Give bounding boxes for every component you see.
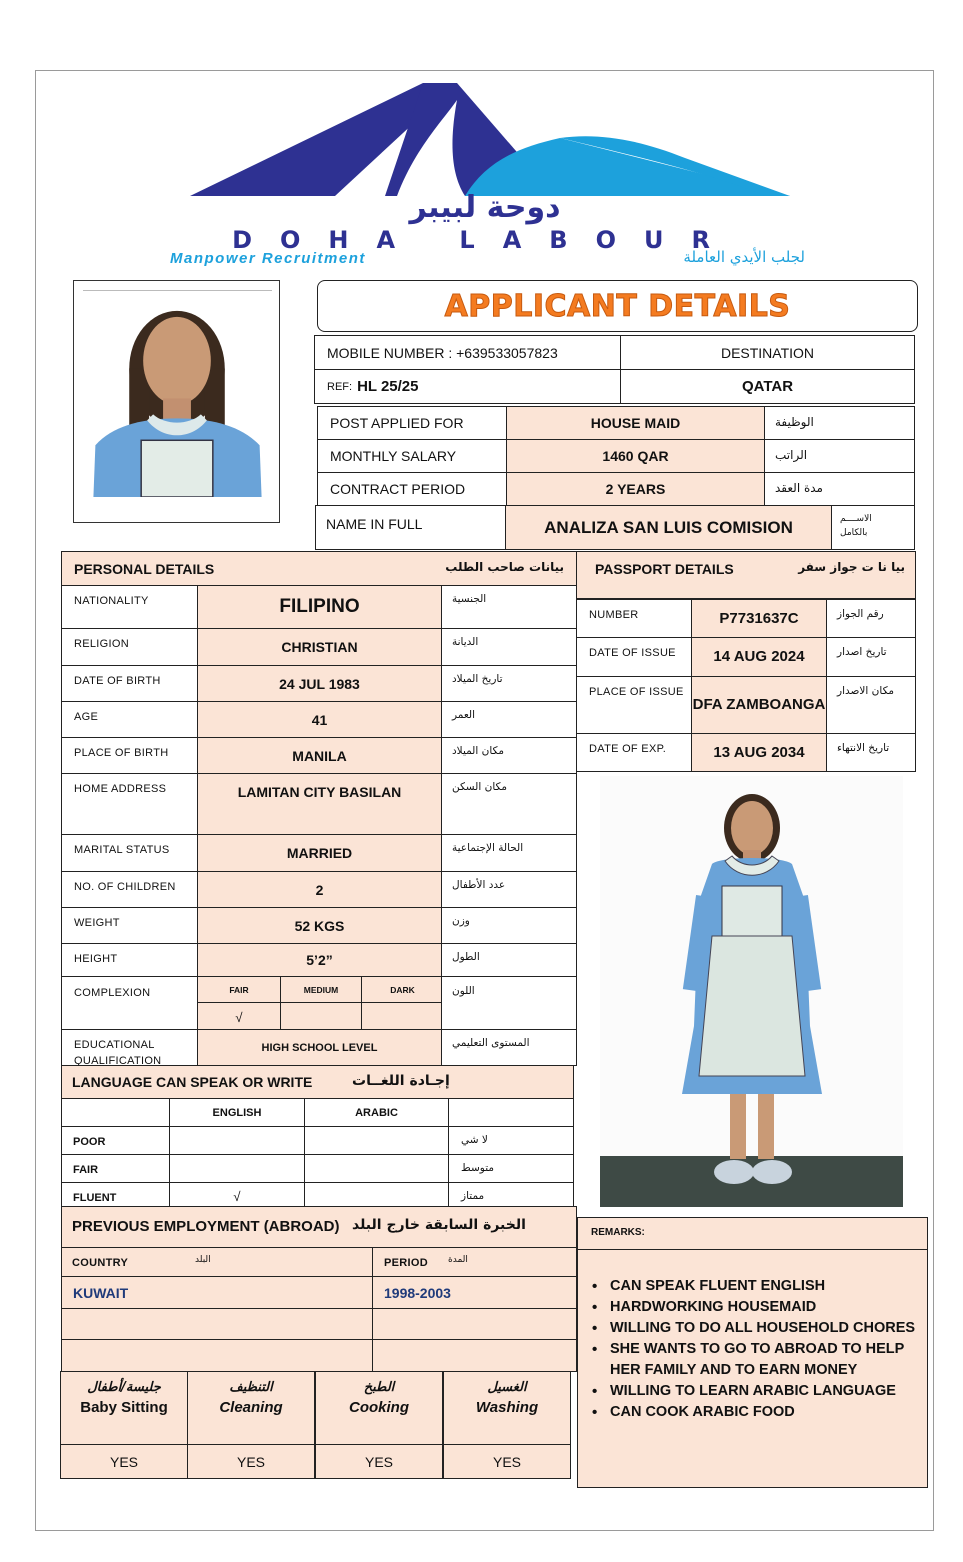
personal-label: HEIGHT (74, 953, 118, 965)
destination-value-cell (620, 369, 915, 404)
skill-ar: التنظيف (229, 1380, 273, 1395)
skill-en: Baby Sitting (80, 1399, 168, 1416)
passport-value-cell (691, 637, 827, 677)
personal-value: LAMITAN CITY BASILAN (237, 784, 402, 800)
passport-ar: رقم الجواز (837, 608, 884, 620)
skill-value-cell (443, 1444, 571, 1479)
language-col-arabic (304, 1098, 449, 1127)
employment-header-ar: الخبرة السابقة خارج البلد (352, 1217, 526, 1233)
personal-label-cell (61, 871, 198, 908)
remarks-body (577, 1249, 928, 1488)
logo-tagline-en: Manpower Recruitment (170, 250, 366, 267)
skill-ar: الطبخ (363, 1380, 395, 1395)
personal-label-cell (61, 628, 198, 666)
personal-ar-cell (441, 585, 577, 629)
personal-label-cell (61, 665, 198, 702)
employment-country-cell (61, 1339, 373, 1372)
passport-label-cell (576, 676, 692, 734)
personal-value-cell (197, 737, 442, 774)
destination-value: QATAR (741, 378, 794, 395)
personal-ar: عدد الأطفال (452, 879, 506, 891)
remarks-item: • WILLING TO LEARN ARABIC LANGUAGE (586, 1381, 921, 1402)
complexion-ar-cell (441, 976, 577, 1030)
ref-cell (314, 369, 621, 404)
skill-value: YES (492, 1453, 521, 1470)
personal-value: 2 (315, 881, 324, 898)
language-arabic-cell (304, 1126, 449, 1155)
remarks-label: REMARKS: (591, 1227, 645, 1238)
complexion-dark-label: DARK (390, 984, 415, 995)
personal-ar-cell (441, 907, 577, 944)
personal-ar-cell (441, 628, 577, 666)
post-label-cell (317, 406, 507, 440)
personal-ar: العمر (452, 709, 476, 721)
skill-en: Washing (475, 1399, 539, 1416)
mobile-number-cell (314, 335, 621, 370)
complexion-medium-header (281, 977, 362, 1003)
page-title: APPLICANT DETAILS (444, 288, 791, 324)
passport-ar-cell (826, 637, 916, 677)
personal-ar: الحالة الإجتماعية (452, 842, 524, 854)
skill-cell (443, 1371, 571, 1445)
passport-label-cell (576, 637, 692, 677)
personal-ar-cell (441, 834, 577, 872)
contract-label: CONTRACT PERIOD (330, 481, 466, 497)
personal-value-cell (197, 665, 442, 702)
logo-arabic-name: دوحة لبيبر (409, 190, 561, 225)
personal-label-cell (61, 943, 198, 977)
remarks-list (586, 1276, 921, 1423)
employment-country-header (61, 1247, 373, 1277)
complexion-medium-mark (281, 1003, 362, 1030)
passport-ar: تاريخ الانتهاء (837, 742, 890, 754)
personal-ar: مكان الميلاد (452, 745, 504, 757)
ref-label: REF: (327, 380, 353, 393)
post-value: HOUSE MAID (590, 415, 681, 431)
employment-country-ar: البلد (195, 1255, 211, 1265)
remarks-item: • WILLING TO DO ALL HOUSEHOLD CHORES (586, 1318, 921, 1339)
salary-label: MONTHLY SALARY (330, 448, 457, 464)
contract-value-cell (506, 472, 765, 506)
language-col-english (169, 1098, 305, 1127)
name-ar-cell (831, 505, 915, 550)
personal-value-cell (197, 701, 442, 738)
personal-value-cell (197, 871, 442, 908)
education-value: HIGH SCHOOL LEVEL (261, 1041, 378, 1054)
skill-value: YES (364, 1453, 393, 1470)
remarks-item: • CAN COOK ARABIC FOOD (586, 1402, 921, 1423)
personal-header-label: PERSONAL DETAILS (74, 561, 215, 577)
language-ar: لا شي (461, 1134, 488, 1146)
employment-period-cell (372, 1308, 577, 1341)
complexion-ar: اللون (452, 985, 475, 997)
personal-value-cell (197, 907, 442, 944)
personal-label: RELIGION (74, 638, 129, 650)
personal-label: PLACE OF BIRTH (74, 747, 169, 759)
language-header (61, 1065, 574, 1099)
personal-value-cell (197, 628, 442, 666)
personal-ar-cell (441, 943, 577, 977)
language-arabic-header: ARABIC (355, 1106, 398, 1119)
passport-ar: مكان الاصدار (837, 685, 894, 697)
applicant-portrait-photo (83, 290, 272, 497)
language-english-cell (169, 1154, 305, 1183)
language-english-header: ENGLISH (212, 1106, 262, 1119)
education-label: EDUCATIONAL QUALIFICATION (74, 1039, 162, 1066)
passport-label-cell (576, 733, 692, 772)
personal-label: AGE (74, 711, 99, 723)
language-ar: ممتاز (461, 1190, 485, 1202)
language-ar: متوسط (461, 1162, 494, 1174)
contract-value: 2 YEARS (605, 481, 666, 497)
language-ar-cell (448, 1126, 574, 1155)
employment-period-label: PERIOD (384, 1257, 428, 1269)
applicant-photo-frame (73, 280, 280, 523)
personal-value: CHRISTIAN (281, 639, 358, 655)
passport-ar-cell (826, 599, 916, 638)
language-col-ar-blank (448, 1098, 574, 1127)
language-header-label: LANGUAGE CAN SPEAK OR WRITE (72, 1074, 313, 1090)
complexion-label-cell (61, 976, 198, 1030)
passport-value-cell (691, 733, 827, 772)
language-level-label: POOR (73, 1136, 106, 1148)
education-label-cell (61, 1029, 198, 1066)
skill-value: YES (109, 1453, 138, 1470)
language-header-ar: إجـادة اللغــات (352, 1073, 450, 1089)
salary-label-cell (317, 439, 507, 473)
complexion-dark-mark (362, 1003, 442, 1030)
company-logo (165, 78, 805, 268)
name-value-cell (505, 505, 832, 550)
page-title-box (317, 280, 918, 332)
remarks-header (577, 1217, 928, 1250)
language-level-cell (61, 1126, 170, 1155)
education-value-cell (197, 1029, 442, 1066)
employment-period: 1998-2003 (384, 1285, 451, 1301)
logo-sail-icon (165, 78, 805, 208)
personal-label: WEIGHT (74, 917, 120, 929)
personal-ar-cell (441, 665, 577, 702)
personal-value: 52 KGS (294, 917, 345, 934)
name-ar-1: الاســــم (840, 514, 872, 524)
personal-value: FILIPINO (279, 596, 360, 617)
personal-value-cell (197, 773, 442, 835)
language-level-cell (61, 1154, 170, 1183)
personal-ar-cell (441, 773, 577, 835)
personal-label: DATE OF BIRTH (74, 675, 161, 687)
personal-label-cell (61, 585, 198, 629)
passport-ar-cell (826, 733, 916, 772)
skill-cell (315, 1371, 443, 1445)
salary-ar: الراتب (775, 448, 808, 462)
contract-label-cell (317, 472, 507, 506)
passport-value-cell (691, 676, 827, 734)
personal-label: NATIONALITY (74, 595, 149, 607)
skill-cell (60, 1371, 188, 1445)
personal-value: MANILA (292, 747, 347, 764)
employment-header-label: PREVIOUS EMPLOYMENT (ABROAD) (72, 1218, 340, 1235)
remarks-item: • CAN SPEAK FLUENT ENGLISH (586, 1276, 921, 1297)
language-level-label: FLUENT (73, 1192, 117, 1204)
logo-english-name: DOHA LABOUR (232, 226, 738, 254)
personal-ar: الجنسية (452, 593, 487, 605)
personal-label: MARITAL STATUS (74, 844, 170, 856)
personal-label-cell (61, 907, 198, 944)
complexion-fair-header (198, 977, 281, 1003)
personal-ar: الديانة (452, 636, 479, 648)
passport-header-ar: بيا نا ت جواز سفر (798, 560, 905, 574)
skill-ar: الغسيل (487, 1380, 527, 1395)
personal-ar-cell (441, 701, 577, 738)
passport-header-label: PASSPORT DETAILS (595, 561, 734, 577)
name-label: NAME IN FULL (326, 516, 423, 532)
employment-country-cell (61, 1308, 373, 1341)
employment-period-cell (372, 1339, 577, 1372)
employment-country-cell (61, 1276, 373, 1309)
personal-value-cell (197, 585, 442, 629)
complexion-dark-header (362, 977, 442, 1003)
skill-en: Cleaning (219, 1399, 283, 1416)
personal-label-cell (61, 701, 198, 738)
complexion-fair-label: FAIR (229, 984, 249, 995)
personal-label: NO. OF CHILDREN (74, 881, 176, 893)
employment-country-label: COUNTRY (72, 1257, 129, 1269)
personal-ar-cell (441, 871, 577, 908)
passport-label: DATE OF EXP. (589, 743, 667, 755)
contract-ar: مدة العقد (775, 481, 823, 495)
passport-ar-cell (826, 676, 916, 734)
salary-value-cell (506, 439, 765, 473)
language-ar-cell (448, 1154, 574, 1183)
education-ar-cell (441, 1029, 577, 1066)
education-ar: المستوى التعليمي (452, 1037, 530, 1049)
passport-label: DATE OF ISSUE (589, 647, 676, 659)
name-ar-2: بالكامل (840, 528, 868, 538)
salary-value: 1460 QAR (602, 448, 669, 464)
skill-value-cell (187, 1444, 315, 1479)
remarks-item: • SHE WANTS TO GO TO ABROAD TO HELP HER FAMILY AND TO EARN MONEY (586, 1339, 921, 1381)
personal-label: HOME ADDRESS (74, 783, 167, 795)
contract-ar-cell (764, 472, 915, 506)
personal-label-cell (61, 773, 198, 835)
passport-value: 14 AUG 2024 (713, 648, 805, 665)
passport-label-cell (576, 599, 692, 638)
personal-label-cell (61, 737, 198, 774)
language-col-blank (61, 1098, 170, 1127)
passport-value: P7731637C (719, 609, 799, 627)
passport-ar: تاريخ اصدار (837, 646, 887, 658)
passport-value: DFA ZAMBOANGA (692, 696, 826, 713)
post-label: POST APPLIED FOR (330, 415, 464, 431)
passport-header (576, 551, 916, 599)
passport-label: PLACE OF ISSUE (589, 686, 684, 698)
post-ar-cell (764, 406, 915, 440)
complexion-options (197, 976, 442, 1030)
language-english-mark: √ (233, 1189, 241, 1204)
name-value: ANALIZA SAN LUIS COMISION (544, 517, 793, 537)
complexion-fair-check: √ (235, 1009, 243, 1025)
name-label-cell (315, 505, 506, 550)
language-arabic-cell (304, 1154, 449, 1183)
applicant-full-body-photo (600, 776, 903, 1207)
personal-value: 41 (311, 711, 328, 728)
destination-label: DESTINATION (720, 344, 815, 361)
language-level-label: FAIR (73, 1164, 99, 1176)
personal-value: MARRIED (286, 845, 353, 861)
destination-label-cell (620, 335, 915, 370)
personal-header-ar: بيانات صاحب الطلب (445, 560, 564, 574)
passport-value: 13 AUG 2034 (713, 743, 805, 761)
mobile-number: MOBILE NUMBER : +639533057823 (327, 344, 558, 361)
logo-tagline-ar: لجلب الأيدي العاملة (683, 248, 805, 266)
employment-period-ar: المدة (448, 1255, 468, 1265)
personal-ar: تاريخ الميلاد (452, 673, 503, 685)
passport-label: NUMBER (589, 609, 639, 621)
employment-period-header (372, 1247, 577, 1277)
passport-value-cell (691, 599, 827, 638)
personal-value: 24 JUL 1983 (279, 675, 360, 692)
complexion-fair-mark (198, 1003, 281, 1030)
personal-ar: الطول (452, 951, 480, 963)
employment-period-cell (372, 1276, 577, 1309)
skill-value-cell (60, 1444, 188, 1479)
language-english-cell (169, 1126, 305, 1155)
personal-ar: وزن (452, 915, 470, 927)
personal-label-cell (61, 834, 198, 872)
complexion-label: COMPLEXION (74, 987, 151, 999)
remarks-item: • HARDWORKING HOUSEMAID (586, 1297, 921, 1318)
personal-value-cell (197, 943, 442, 977)
post-ar: الوظيفة (775, 415, 814, 429)
personal-value-cell (197, 834, 442, 872)
skill-value-cell (315, 1444, 443, 1479)
skill-en: Cooking (349, 1399, 409, 1416)
post-value-cell (506, 406, 765, 440)
employment-header (61, 1206, 577, 1248)
personal-ar-cell (441, 737, 577, 774)
personal-ar: مكان السكن (452, 781, 507, 793)
ref-value: HL 25/25 (357, 378, 419, 395)
employment-country: KUWAIT (73, 1285, 129, 1301)
personal-header (61, 551, 577, 586)
salary-ar-cell (764, 439, 915, 473)
skill-cell (187, 1371, 315, 1445)
complexion-medium-label: MEDIUM (303, 984, 339, 995)
personal-value: 5’2” (306, 952, 333, 968)
skill-value: YES (236, 1453, 265, 1470)
skill-ar: جليسة/أطفال (87, 1380, 161, 1395)
